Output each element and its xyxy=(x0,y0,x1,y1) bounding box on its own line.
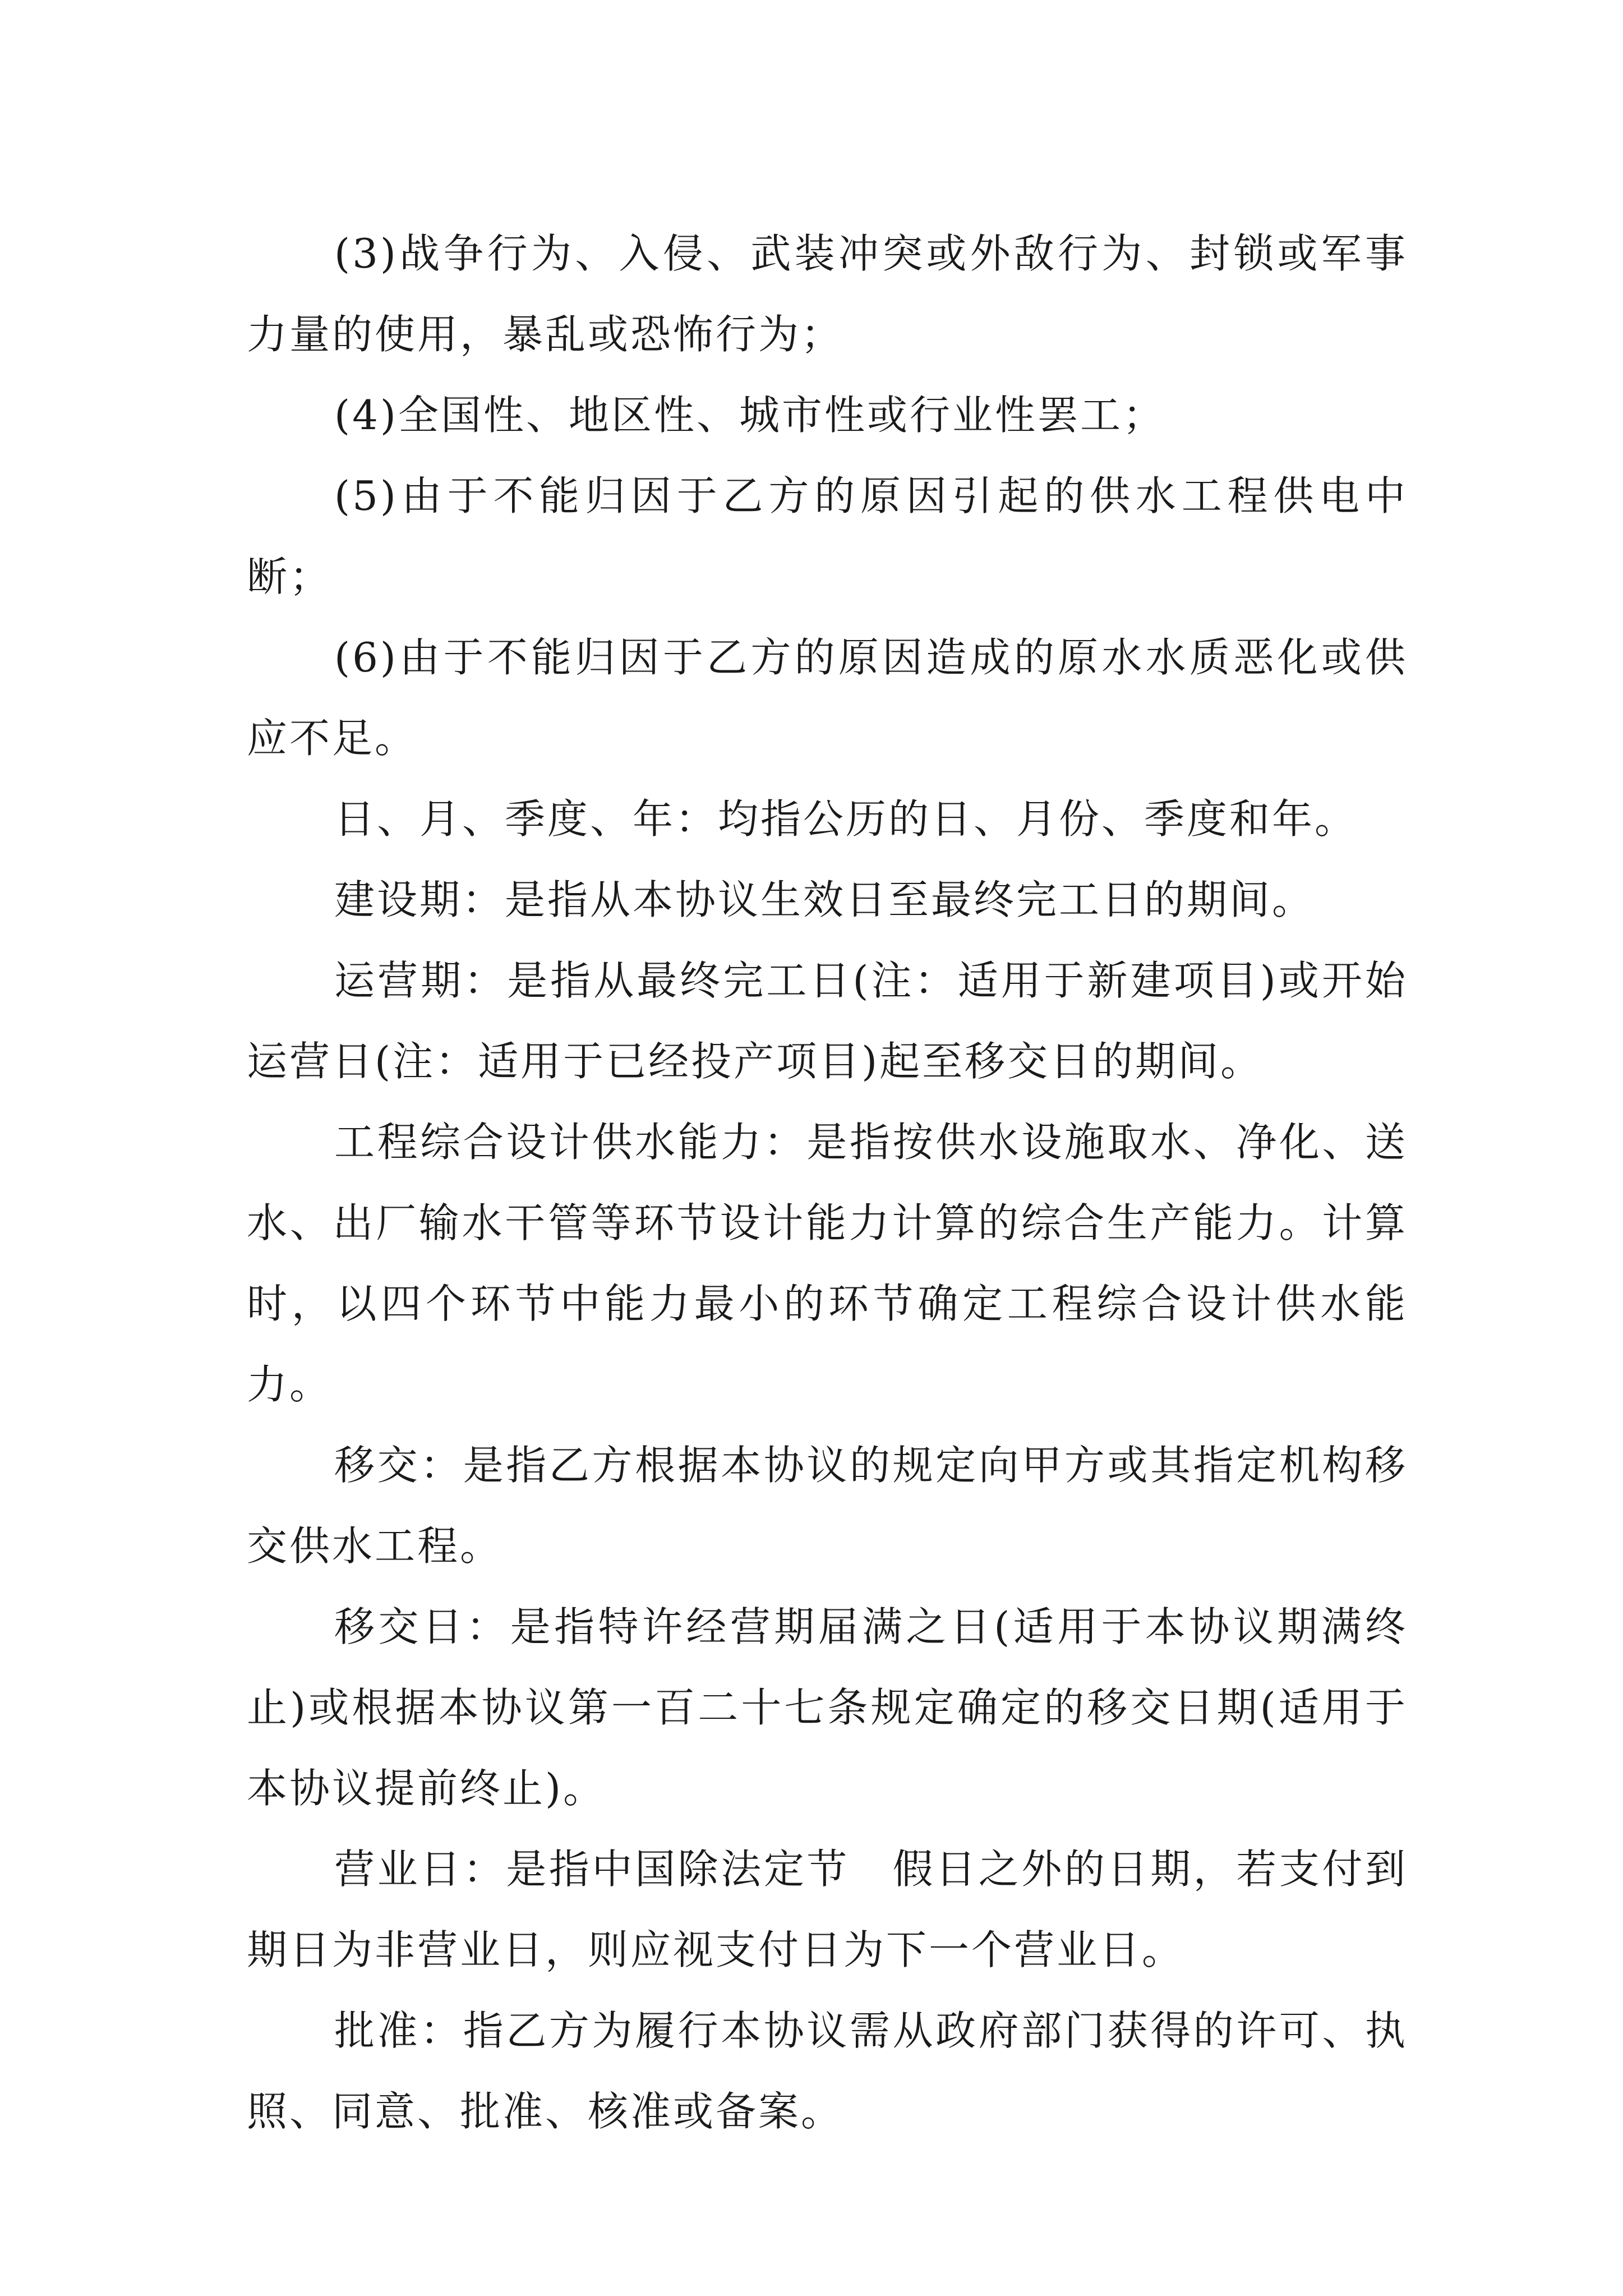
paragraph-definition-construction-period: 建设期：是指从本协议生效日至最终完工日的期间。 xyxy=(334,876,1315,923)
paragraph-definition-approval: 批准：指乙方为履行本协议需从政府部门获得的许可、执照、同意、批准、核准或备案。 xyxy=(247,2007,1408,2135)
paragraph-force-majeure-3: (3)战争行为、入侵、武装冲突或外敌行为、封锁或军事力量的使用，暴乱或恐怖行为； xyxy=(247,230,1408,358)
paragraph-definition-operation-period: 运营期：是指从最终完工日(注：适用于新建项目)或开始运营日(注：适用于已经投产项目)起至移交日的期间。 xyxy=(247,957,1408,1085)
paragraph-definition-design-capacity: 工程综合设计供水能力：是指按供水设施取水、净化、送水、出厂输水干管等环节设计能力计算的综合生产能力。计算时，以四个环节中能力最小的环节确定工程综合设计供水能力。 xyxy=(247,1119,1408,1408)
document-body xyxy=(247,213,1408,2152)
paragraph-definition-transfer: 移交：是指乙方根据本协议的规定向甲方或其指定机构移交供水工程。 xyxy=(247,1442,1408,1570)
paragraph-force-majeure-6: (6)由于不能归因于乙方的原因造成的原水水质恶化或供应不足。 xyxy=(247,634,1408,762)
paragraph-force-majeure-5: (5)由于不能归因于乙方的原因引起的供水工程供电中断； xyxy=(247,472,1408,600)
paragraph-definition-dates: 日、月、季度、年：均指公历的日、月份、季度和年。 xyxy=(334,795,1358,843)
paragraph-force-majeure-4: (4)全国性、地区性、城市性或行业性罢工； xyxy=(334,392,1165,439)
paragraph-definition-transfer-date: 移交日：是指特许经营期届满之日(适用于本协议期满终止)或根据本协议第一百二十七条规定确定的移交日期(适用于本协议提前终止)。 xyxy=(247,1603,1408,1812)
paragraph-definition-business-day: 营业日：是指中国除法定节 假日之外的日期，若支付到期日为非营业日，则应视支付日为下一个营业日。 xyxy=(247,1846,1408,1973)
